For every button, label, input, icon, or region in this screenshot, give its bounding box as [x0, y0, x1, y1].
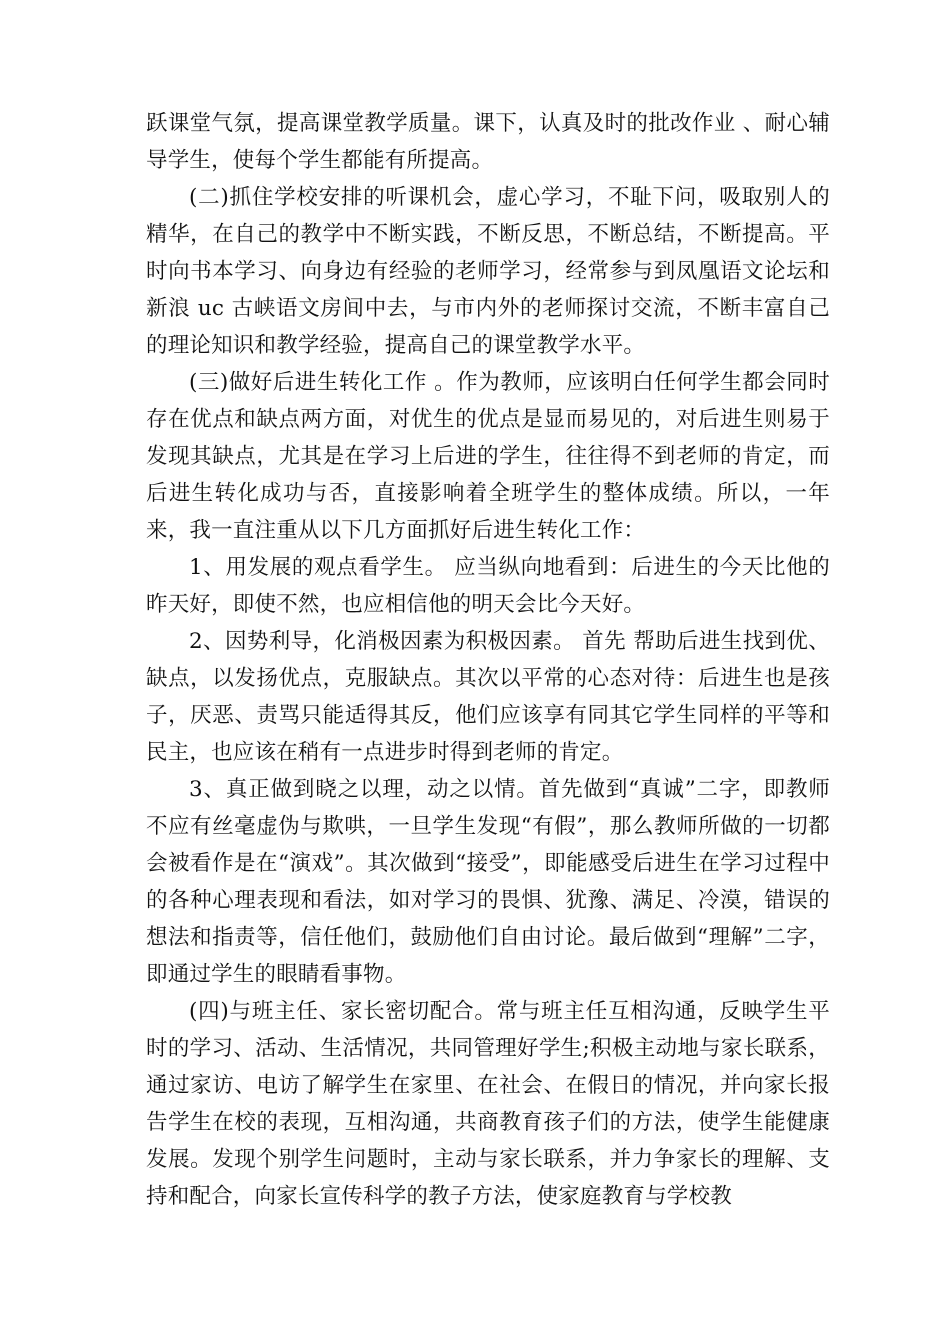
paragraph-7: (四)与班主任、家长密切配合。常与班主任互相沟通，反映学生平时的学习、活动、生活情况，共同管理好学生;积极主动地与家长联系，通过家访、电访了解学生在家里、在社会、在假日的情况，并向家长报告学生在校的表现，互相沟通，共商教育孩子们的方法，使学生能健康发展。发现个别学生问题时，主动与家长联系，并力争家长的理解、支持和配合，向家长宣传科学的教子方法，使家庭教育与学校教	[146, 999, 830, 1209]
paragraph-3: (三)做好后进生转化工作 。作为教师，应该明白任何学生都会同时存在优点和缺点两方面，对优生的优点是显而易见的，对后进生则易于发现其缺点，尤其是在学习上后进的学生，往往得不到老师的肯定，而后进生转化成功与否，直接影响着全班学生的整体成绩。所以，一年来，我一直注重从以下几方面抓好后进生转化工作：	[146, 370, 830, 543]
document-body	[146, 105, 830, 1215]
paragraph-6: 3、真正做到晓之以理，动之以情。首先做到“真诚”二字，即教师不应有丝毫虚伪与欺哄，一旦学生发现“有假”，那么教师所做的一切都会被看作是在“演戏”。其次做到“接受”，即能感受后进生在学习过程中的各种心理表现和看法，如对学习的畏惧、犹豫、满足、冷漠，错误的想法和指责等，信任他们，鼓励他们自由讨论。最后做到“理解”二字，即通过学生的眼睛看事物。	[146, 777, 830, 987]
paragraph-4: 1、用发展的观点看学生。 应当纵向地看到：后进生的今天比他的昨天好，即使不然，也应相信他的明天会比今天好。	[146, 555, 830, 617]
paragraph-1: 跃课堂气氛，提高课堂教学质量。课下，认真及时的批改作业 、耐心辅导学生，使每个学生都能有所提高。	[146, 111, 830, 173]
paragraph-5: 2、因势利导，化消极因素为积极因素。 首先 帮助后进生找到优、缺点，以发扬优点，克服缺点。其次以平常的心态对待：后进生也是孩子，厌恶、责骂只能适得其反，他们应该享有同其它学生同样的平等和民主，也应该在稍有一点进步时得到老师的肯定。	[146, 629, 830, 765]
paragraph-2: (二)抓住学校安排的听课机会，虚心学习，不耻下问，吸取别人的精华，在自己的教学中不断实践，不断反思，不断总结，不断提高。平时向书本学习、向身边有经验的老师学习，经常参与到凤凰语文论坛和新浪 uc 古峡语文房间中去，与市内外的老师探讨交流，不断丰富自己的理论知识和教学经验，提高自己的课堂教学水平。	[146, 185, 830, 358]
